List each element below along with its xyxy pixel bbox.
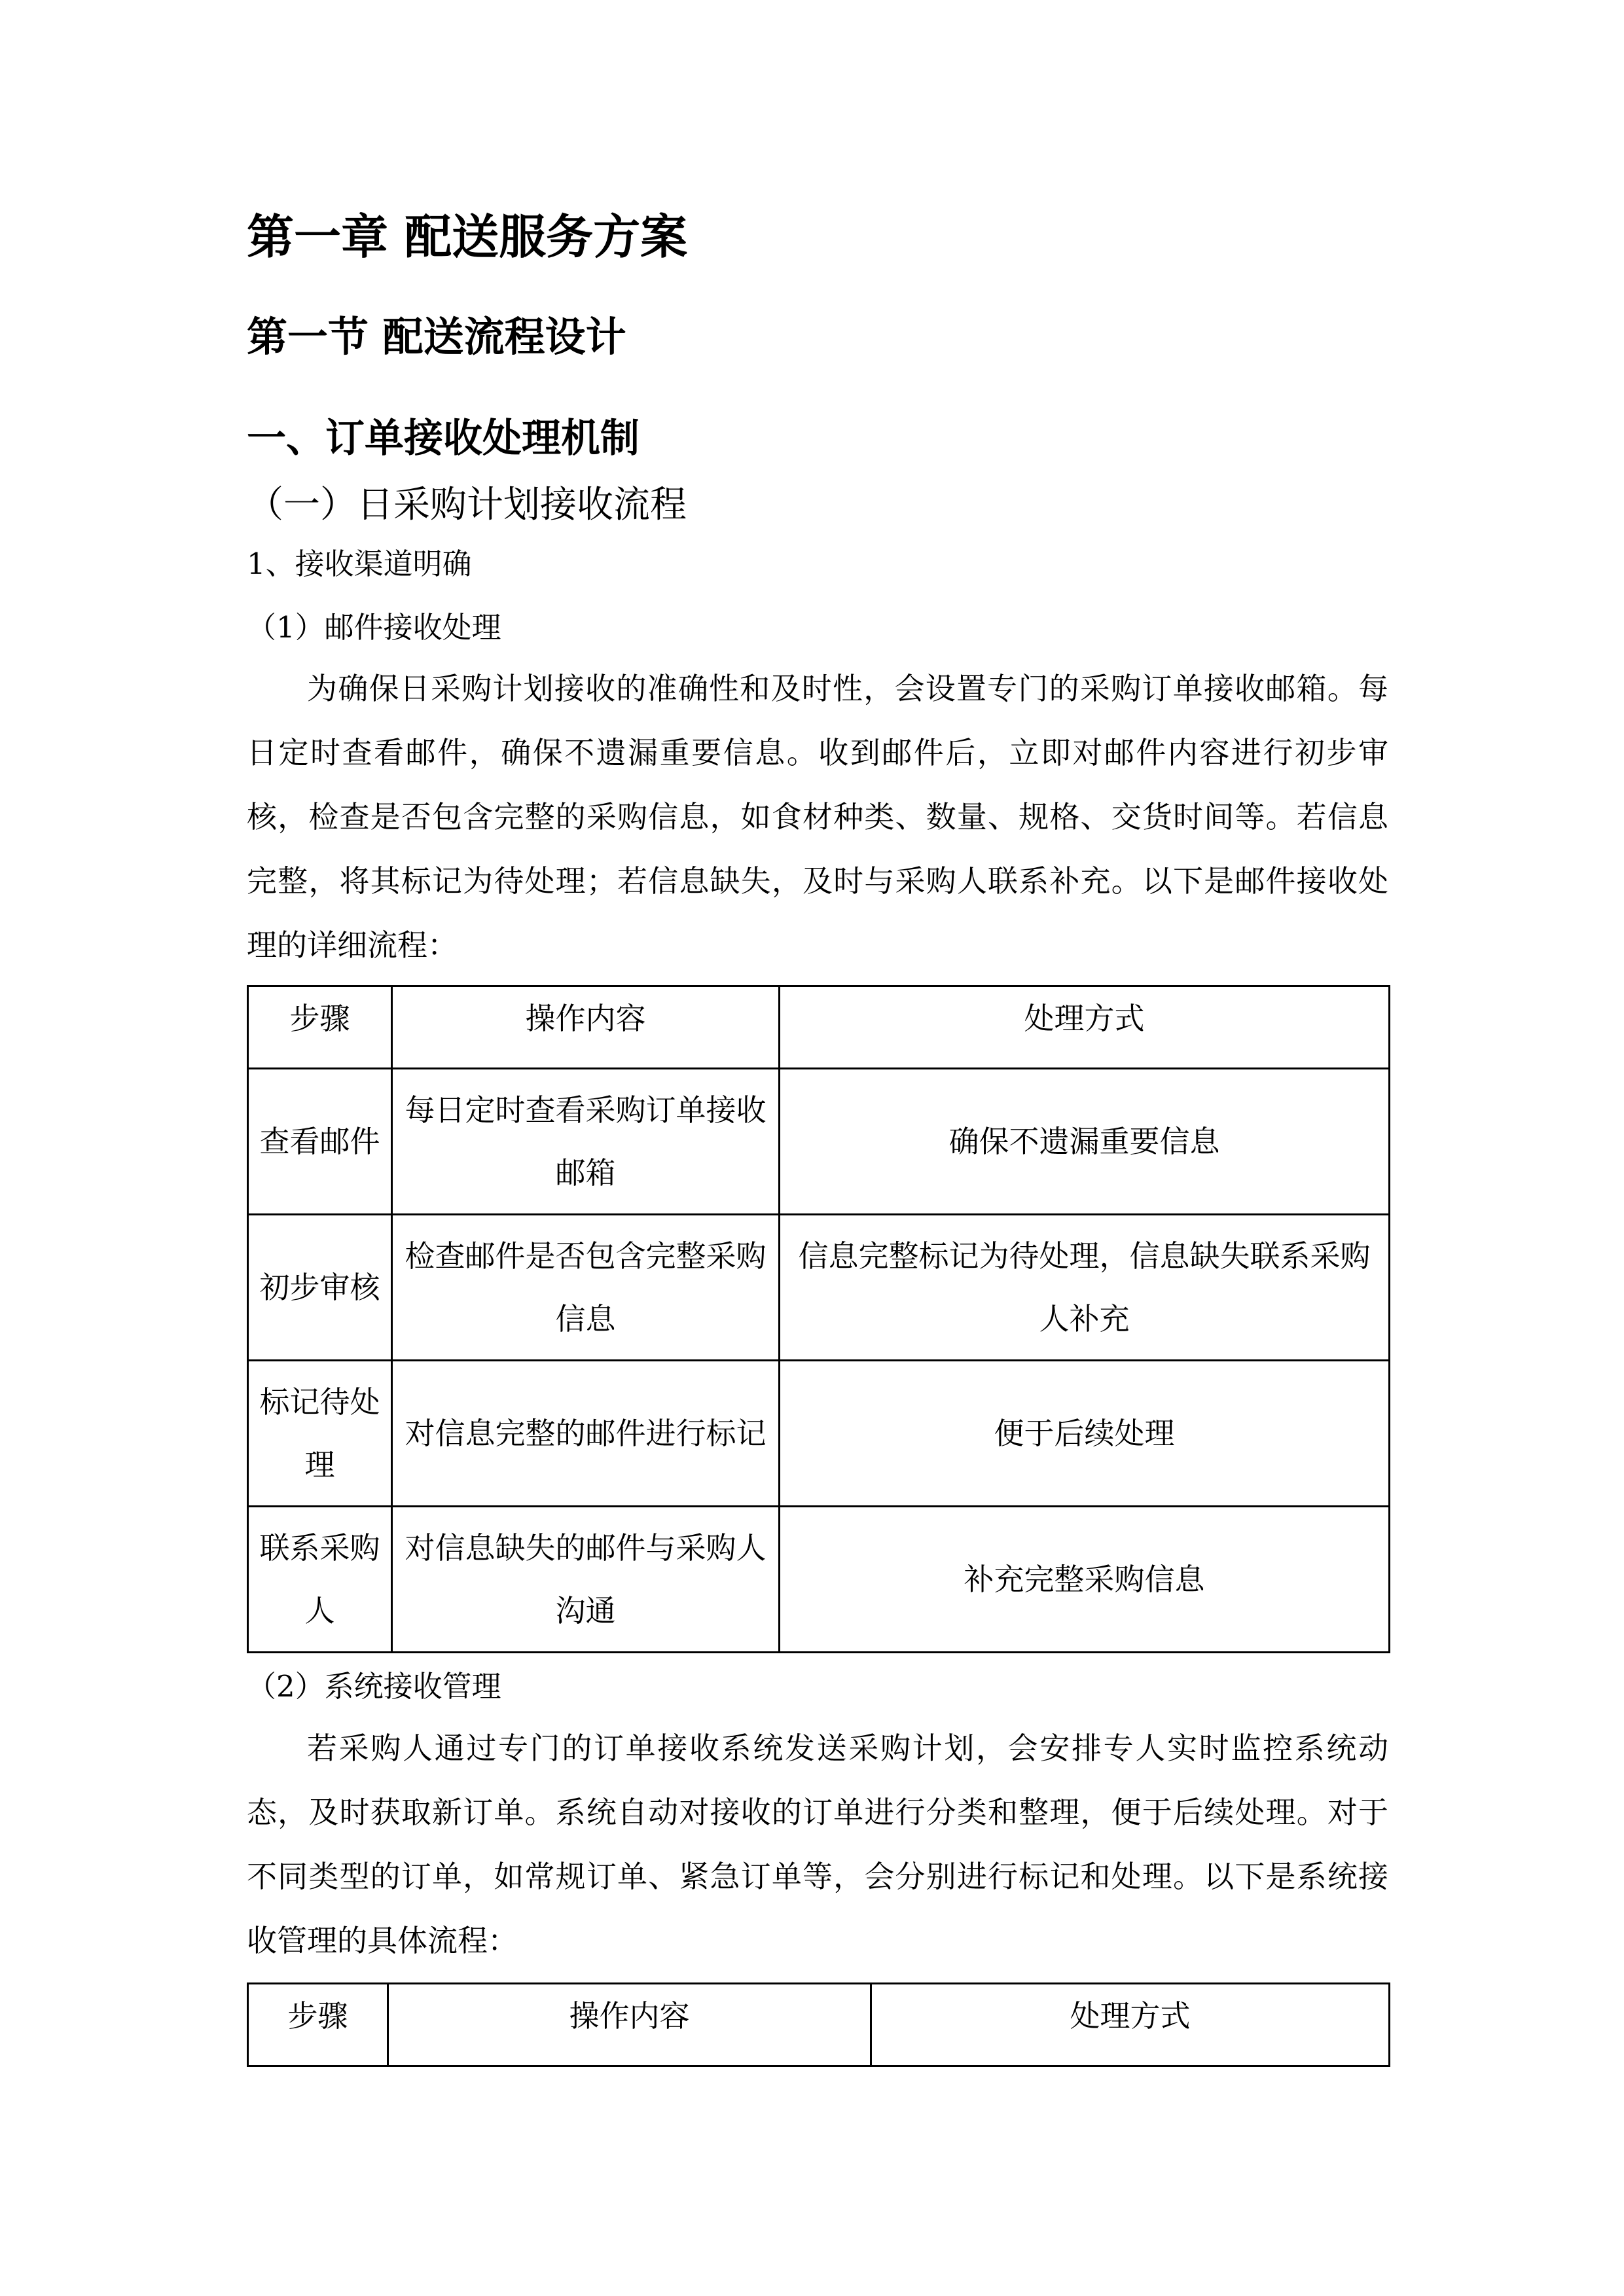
system-heading: （2）系统接收管理 [247,1669,501,1704]
table-row [248,1215,1390,1361]
email-heading: （1）邮件接收处理 [247,610,501,645]
table-cell: 信息完整标记为待处理，信息缺失联系采购人补充 [780,1215,1390,1361]
chapter-title: 第一章 配送服务方案 [247,209,688,264]
system-paragraph: 若采购人通过专门的订单接收系统发送采购计划，会安排专人实时监控系统动态，及时获取新订单。系统自动对接收的订单进行分类和整理，便于后续处理。对于不同类型的订单，如常规订单、紧急订单等，会分别进行标记和处理。以下是系统接收管理的具体流程： [247,1731,1388,1958]
section-title: 第一节 配送流程设计 [247,313,626,361]
table-cell: 联系采购人 [248,1507,392,1653]
table-cell: 初步审核 [248,1215,392,1361]
table-header-cell: 操作内容 [392,986,780,1069]
table-row [248,1361,1390,1507]
email-paragraph: 为确保日采购计划接收的准确性和及时性，会设置专门的采购订单接收邮箱。每日定时查看邮件，确保不遗漏重要信息。收到邮件后，立即对邮件内容进行初步审核，检查是否包含完整的采购信息，如食材种类、数量、规格、交货时间等。若信息完整，将其标记为待处理；若信息缺失，及时与采购人联系补充。以下是邮件接收处理的详细流程： [247,671,1388,963]
table-header-cell: 处理方式 [780,986,1390,1069]
table-header-cell: 操作内容 [388,1984,871,2066]
table-header-cell: 步骤 [248,986,392,1069]
table-cell: 标记待处理 [248,1361,392,1507]
system-process-table [247,1982,1390,2067]
table-cell: 便于后续处理 [780,1361,1390,1507]
table-cell: 对信息缺失的邮件与采购人沟通 [392,1507,780,1653]
table-row [248,1069,1390,1215]
table-header-row [248,1984,1390,2066]
email-process-table [247,985,1390,1653]
table-header-cell: 处理方式 [871,1984,1390,2066]
table-header-row [248,986,1390,1069]
sub-subsection-title: （一）日采购计划接收流程 [247,484,687,526]
table-cell: 检查邮件是否包含完整采购信息 [392,1215,780,1361]
table-header-cell: 步骤 [248,1984,388,2066]
table-cell: 每日定时查看采购订单接收邮箱 [392,1069,780,1215]
item-title: 1、接收渠道明确 [247,547,472,581]
subsection-title: 一、订单接收处理机制 [247,416,640,461]
table-row [248,1507,1390,1653]
table-cell: 补充完整采购信息 [780,1507,1390,1653]
table-cell: 确保不遗漏重要信息 [780,1069,1390,1215]
table-cell: 查看邮件 [248,1069,392,1215]
table-cell: 对信息完整的邮件进行标记 [392,1361,780,1507]
